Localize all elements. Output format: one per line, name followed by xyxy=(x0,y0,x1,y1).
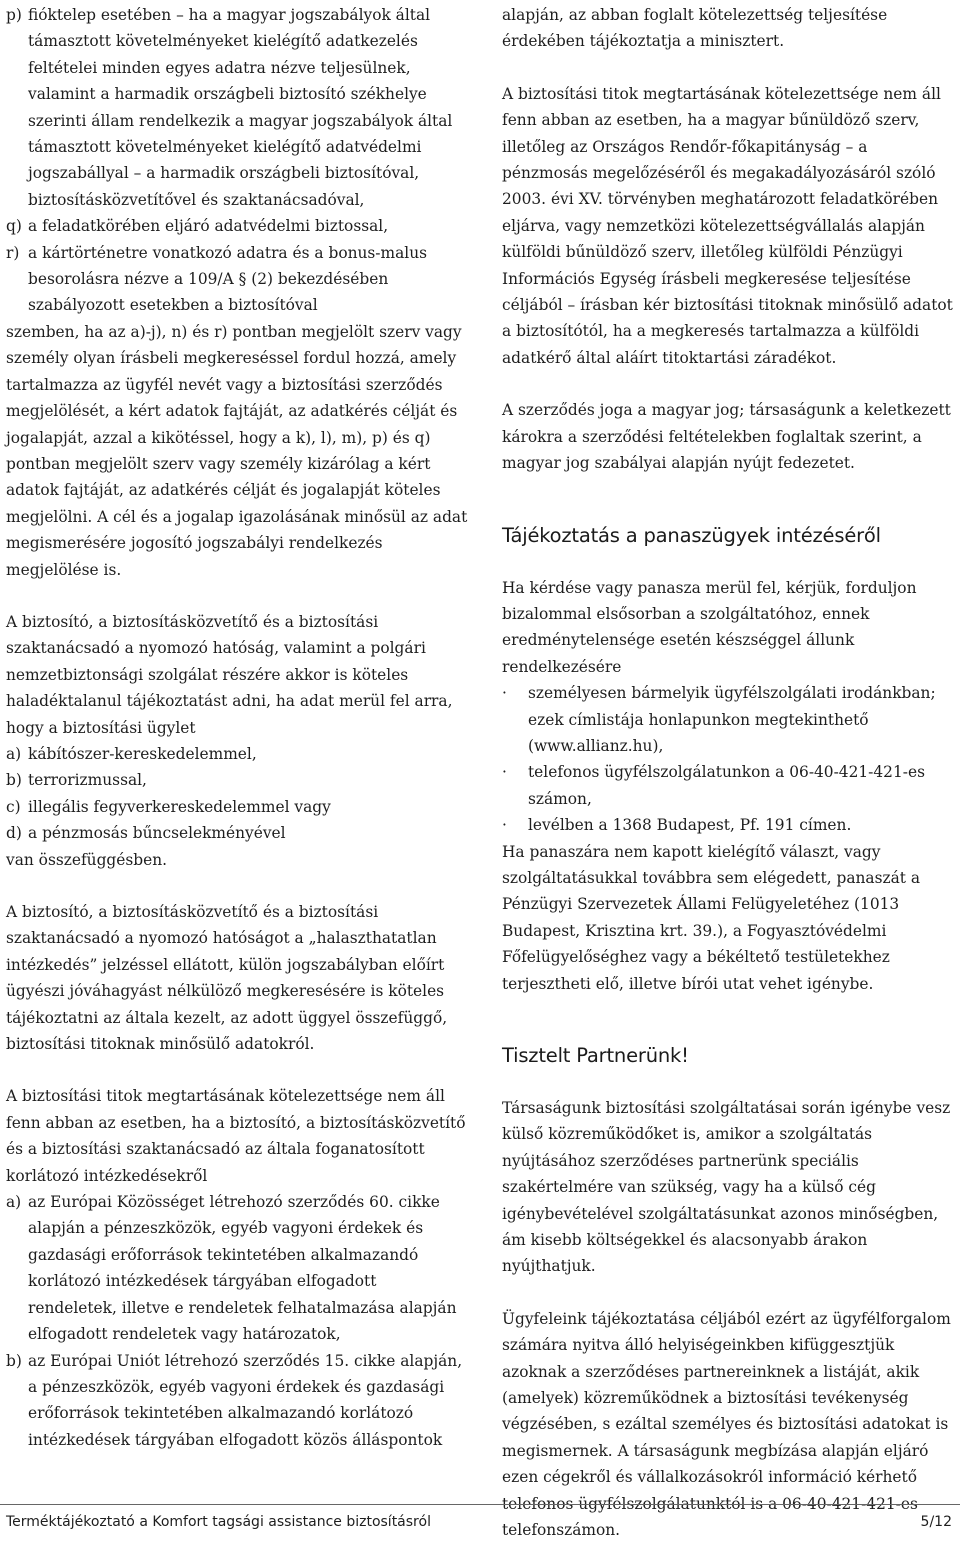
list-item-label: q) xyxy=(6,217,22,236)
list-item xyxy=(502,680,958,759)
restrictive-measures-list xyxy=(6,1189,468,1453)
crime-list xyxy=(6,741,468,847)
bullet-mark: · xyxy=(502,816,507,835)
list-item-label: a) xyxy=(6,744,22,763)
paragraph-governing-law: A szerződés joga a magyar jog; társaságunk a keletkezett károkra a szerződési feltételekben foglaltak szerint, a magyar jog szabályai alapján nyújt fedezetet. xyxy=(502,401,951,473)
paragraph-investigation-duty: A biztosító, a biztosításközvetítő és a biztosítási szaktanácsadó a nyomozó hatóság, valamint a polgári nemzetbiztonsági szolgálat részére akkor is köteles haladéktalanul tájékoztatást adni, ha adat merül fel arra, hogy a biztosítási ügylet xyxy=(6,612,453,737)
paragraph-escalation: Ha panaszára nem kapott kielégítő választ, vagy szolgáltatásukkal továbbra sem elégedett, panaszát a Pénzügyi Szervezetek Állami Felügyeletéhez (1013 Budapest, Krisztina krt. 39.), a Fogyasztóvédelmi Főfelügyelőséghez vagy a békéltető testületekhez terjesztheti elő, illetve bírói utat vehet igénybe. xyxy=(502,842,921,993)
bullet-mark: · xyxy=(502,763,507,782)
paragraph-partner-list: Ügyfeleink tájékoztatása céljából ezért az ügyfélforgalom számára nyitva álló helyiségeinkben kifüggesztjük azoknak a szerződéses partnereinknek a listáját, akik (amelyek) közreműködnek a biztosítási tevékenység végzésében, s ezáltal személyes és biztosítási adatokat is megismernek. A társaságunk megbízása alapján eljáró ezen cégekről és vállalkozásokról információ kérhető telefonos ügyfélszolgálatunktól is a 06-40-421-421-es telefonszámon. xyxy=(502,1309,951,1540)
paragraph-partners: Társaságunk biztosítási szolgáltatásai során igénybe vesz külső közreműködőket is, amikor a szolgáltatás nyújtásához szerződéses partnerünk speciális szakértelmére van szükség, vagy ha a külső cég igénybevételével szolgáltatásunkat azonos minőségben, ám kisebb költségekkel és alacsonyabb árakon nyújthatjuk. xyxy=(502,1099,951,1276)
list-item xyxy=(6,741,468,767)
list-item xyxy=(502,812,958,838)
list-item-text: az Európai Uniót létrehozó szerződés 15. cikke alapján, a pénzeszközök, egyéb vagyoni érdekek és gazdasági erőforrások tekintetében alkalmazandó korlátozó intézkedések tárgyában elfogadott közös álláspontok xyxy=(28,1351,463,1449)
heading-complaints: Tájékoztatás a panaszügyek intézéséről xyxy=(502,523,881,547)
list-item xyxy=(6,240,468,319)
paragraph-secrecy-exception: A biztosítási titok megtartásának kötelezettsége nem áll fenn abban az esetben, ha a biztosító, a biztosításközvetítő és a biztosítási szaktanácsadó az általa foganatosított korlátozó intézkedésekről xyxy=(6,1087,466,1185)
list-item xyxy=(502,759,958,812)
paragraph-request-conditions: szemben, ha az a)-j), n) és r) pontban megjelölt szerv vagy személy olyan írásbeli megkereséssel fordul hozzá, amely tartalmazza az ügyfél nevét vagy a biztosítási szerződés megjelölését, a kért adatok fajtáját, az adatkérés célját és jogalapját, azzal a kikötéssel, hogy a k), l), m), p) és q) pontban megjelölt szerv vagy személy kizárólag a kért adatok fajtáját, az adatkérés célját és jogalapját köteles megjelölni. A cél és a jogalap igazolásának minősül az adat megismerésére jogosító jogszabályi rendelkezés megjelölése is. xyxy=(6,322,468,579)
list-item-label: p) xyxy=(6,6,22,24)
list-item xyxy=(6,2,468,213)
list-item-label: b) xyxy=(6,771,22,790)
list-item-text: a kártörténetre vonatkozó adatra és a bonus-malus besorolásra nézve a 109/A § (2) bekezdésében szabályozott esetekben a biztosítóval xyxy=(28,243,428,315)
paragraph-complaints-intro: Ha kérdése vagy panasza merül fel, kérjük, forduljon bizalommal elsősorban a szolgáltatóhoz, ennek eredménytelensége esetén készséggel állunk rendelkezésére xyxy=(502,578,917,676)
list-item xyxy=(6,213,468,239)
left-column xyxy=(6,2,468,1453)
list-item-label: d) xyxy=(6,824,22,843)
list-item-label: b) xyxy=(6,1351,22,1370)
list-item-text: a feladatkörében eljáró adatvédelmi biztossal, xyxy=(28,217,389,236)
paragraph-money-laundering: A biztosítási titok megtartásának kötelezettsége nem áll fenn abban az esetben, ha a magyar bűnüldöző szerv, illetőleg az Országos Rendőr-főkapitányság – a pénzmosás megelőzéséről és megakadályozásáról szóló 2003. évi XV. törvényben meghatározott feladatkörében eljárva, vagy nemzetközi kötelezettségvállalás alapján külföldi bűnüldöző szerv, illetőleg külföldi Pénzügyi Információs Egység írásbeli megkeresése teljesítése céljából – írásban kér biztosítási titoknak minősülő adatot a biztosítótól, ha a megkeresés tartalmazza a külföldi adatkérő által aláírt titoktartási záradékot. xyxy=(502,84,953,367)
list-item xyxy=(6,1189,468,1347)
list-item-text: terrorizmussal, xyxy=(28,771,147,790)
list-item-text: telefonos ügyfélszolgálatunkon a 06-40-421-421-es számon, xyxy=(528,763,925,808)
list-item-text: az Európai Közösséget létrehozó szerződés 60. cikke alapján a pénzeszközök, egyéb vagyoni érdekek és gazdasági erőforrások tekintetében alkalmazandó korlátozó intézkedések tárgyában elfogadott rendeletek, illetve e rendeletek felhatalmazása alapján elfogadott rendeletek vagy határozatok, xyxy=(28,1193,457,1344)
list-item-text: a pénzmosás bűncselekményével xyxy=(28,824,286,843)
paragraph-urgent-measure: A biztosító, a biztosításközvetítő és a biztosítási szaktanácsadó a nyomozó hatóságot a „halaszthatatlan intézkedés” jelzéssel ellátott, külön jogszabályban előírt ügyészi jóváhagyást nélkülöző megkeresésére is köteles tájékoztatni az általa kezelt, az adott üggyel összefüggő, biztosítási titoknak minősülő adatokról. xyxy=(6,903,448,1054)
list-item xyxy=(6,794,468,820)
paragraph-minister-notice: alapján, az abban foglalt kötelezettség teljesítése érdekében tájékoztatja a minisztert. xyxy=(502,6,888,51)
contact-bullet-list xyxy=(502,680,958,838)
list-item xyxy=(6,767,468,793)
page-number: 5/12 xyxy=(920,1514,952,1530)
page-footer xyxy=(0,1504,960,1530)
footer-title: Terméktájékoztató a Komfort tagsági assistance biztosításról xyxy=(6,1514,431,1530)
paragraph-crime-list-end: van összefüggésben. xyxy=(6,850,168,869)
heading-partners: Tisztelt Partnerünk! xyxy=(502,1044,689,1067)
list-item xyxy=(6,820,468,846)
list-item xyxy=(6,1348,468,1454)
list-item-label: c) xyxy=(6,797,21,816)
list-item-text: illegális fegyverkereskedelemmel vagy xyxy=(28,797,331,816)
right-column xyxy=(502,2,958,1544)
list-item-text: levélben a 1368 Budapest, Pf. 191 címen. xyxy=(528,816,852,835)
list-item-text: fióktelep esetében – ha a magyar jogszabályok által támasztott követelményeket kielégítő adatkezelés feltételei minden egyes adatra nézve teljesülnek, valamint a harmadik országbeli biztosító székhelye szerinti állam rendelkezik a magyar jogszabályok által támasztott követelményeket kielégítő adatvédelmi jogszabállyal – a harmadik országbeli biztosítóval, biztosításközvetítővel és szaktanácsadóval, xyxy=(28,6,453,209)
list-item-text: személyesen bármelyik ügyfélszolgálati irodánkban; ezek címlistája honlapunkon megtekinthető (www.allianz.hu), xyxy=(528,684,936,755)
definition-list-p-r xyxy=(6,2,468,319)
bullet-mark: · xyxy=(502,684,507,703)
list-item-label: a) xyxy=(6,1193,22,1212)
list-item-label: r) xyxy=(6,243,20,262)
list-item-text: kábítószer-kereskedelemmel, xyxy=(28,744,257,763)
